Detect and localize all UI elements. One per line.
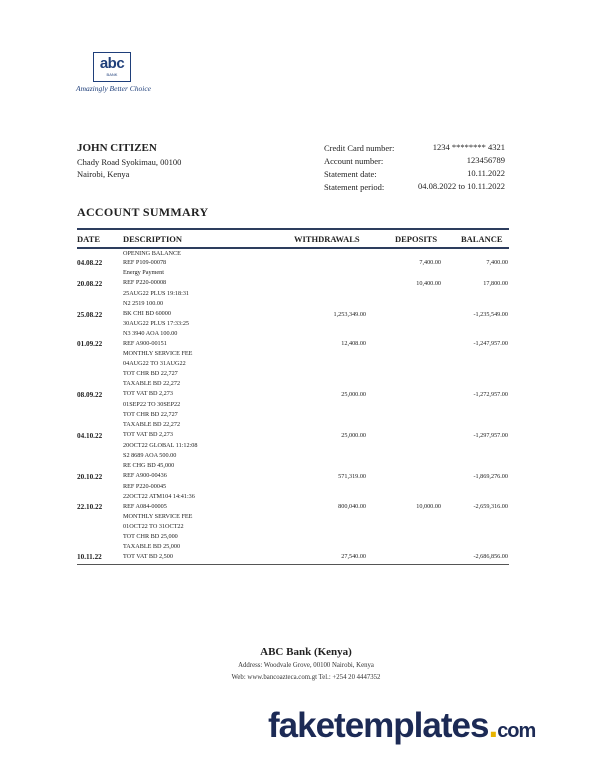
tx-deposit: 10,400.00	[416, 280, 441, 287]
tx-desc-line: N3 3940 AOA 100.00	[123, 330, 178, 337]
customer-address-1: Chady Road Syokimau, 00100	[77, 157, 182, 167]
tx-withdrawal: 800,040.00	[338, 503, 366, 510]
tx-desc-line: REF A084-00005	[123, 503, 167, 510]
tx-desc-line: MONTHLY SERVICE FEE	[123, 350, 193, 357]
tx-desc-line: 04AUG22 TO 31AUG22	[123, 360, 186, 367]
tx-desc-line: TAXABLE BD 25,000	[123, 543, 181, 550]
info-value-account: 123456789	[466, 155, 505, 165]
tx-desc-line: TOT VAT BD 2,273	[123, 390, 173, 397]
tx-deposit: 7,400.00	[419, 259, 441, 266]
info-label-date: Statement date:	[324, 169, 377, 179]
tx-balance: -1,272,957.00	[473, 391, 508, 398]
tx-desc-line: BK CHI BD 60000	[123, 310, 171, 317]
tx-desc-line: 01SEP22 TO 30SEP22	[123, 401, 181, 408]
tx-date: 20.10.22	[77, 473, 103, 481]
watermark	[268, 706, 535, 746]
tx-desc-line: REF P109-00078	[123, 259, 167, 266]
info-value-card: 1234 ******** 4321	[432, 142, 505, 152]
tx-date: 22.10.22	[77, 503, 103, 511]
bank-logo-text: abc	[99, 55, 125, 72]
col-header-description: DESCRIPTION	[123, 234, 183, 244]
col-header-balance: BALANCE	[461, 234, 503, 244]
info-value-date: 10.11.2022	[467, 168, 505, 178]
info-label-period: Statement period:	[324, 182, 385, 192]
tx-desc-line: TOT CHR BD 22,727	[123, 411, 178, 418]
tx-desc-line: 01OCT22 TO 31OCT22	[123, 523, 184, 530]
tx-desc-line: REF P220-00045	[123, 483, 167, 490]
tx-desc-line: REF A900-00436	[123, 472, 167, 479]
tx-desc-line: TAXABLE BD 22,272	[123, 421, 181, 428]
footer-web: Web: www.bancoazteca.com.gt Tel.: +254 20 4447352	[231, 674, 381, 681]
info-label-account: Account number:	[324, 156, 384, 166]
footer-bank-name: ABC Bank (Kenya)	[260, 646, 352, 658]
tx-balance: 17,800.00	[483, 280, 508, 287]
tx-date: 01.09.22	[77, 340, 103, 348]
tx-desc-line: 22OCT22 ATM104 14:41:36	[123, 493, 195, 500]
summary-title: ACCOUNT SUMMARY	[77, 205, 209, 219]
tx-desc-line: TOT CHR BD 25,000	[123, 533, 178, 540]
tx-balance: -1,235,549.00	[473, 311, 508, 318]
tx-balance: -2,659,316.00	[473, 503, 508, 510]
tx-desc-line: S2 8689 AOA 500.00	[123, 452, 177, 459]
table-bottom-rule	[77, 564, 509, 565]
tx-desc-line: N2 2519 100.00	[123, 300, 164, 307]
tx-withdrawal: 12,408.00	[341, 340, 366, 347]
tx-date: 04.08.22	[77, 259, 103, 267]
tx-date: 04.10.22	[77, 432, 103, 440]
table-header-rule	[77, 247, 509, 249]
table-top-rule	[77, 228, 509, 230]
info-value-period: 04.08.2022 to 10.11.2022	[417, 181, 505, 191]
bank-logo-sub: BANK	[106, 72, 118, 77]
customer-address-2: Nairobi, Kenya	[77, 169, 130, 179]
tx-balance: -1,297,957.00	[473, 432, 508, 439]
tx-balance: -1,247,957.00	[473, 340, 508, 347]
tx-date: 20.08.22	[77, 280, 103, 288]
watermark-dot: .	[488, 706, 498, 745]
tx-desc-line: REF P220-00008	[123, 279, 167, 286]
tx-desc-line: TOT CHR BD 22,727	[123, 370, 178, 377]
info-label-card: Credit Card number:	[324, 143, 395, 153]
tx-desc-line: MONTHLY SERVICE FEE	[123, 513, 193, 520]
tx-desc-line: OPENING BALANCE	[123, 250, 181, 257]
tx-desc-line: Energy Payment	[123, 269, 164, 276]
tx-date: 10.11.22	[77, 553, 102, 561]
bank-tagline: Amazingly Better Choice	[76, 84, 151, 93]
tx-desc-line: RE CHG BD 45,000	[123, 462, 175, 469]
tx-date: 08.09.22	[77, 391, 103, 399]
watermark-main: faketemplates	[268, 706, 489, 745]
footer-address: Address: Woodvale Grove, 00100 Nairobi, Kenya	[238, 662, 374, 669]
tx-date: 25.08.22	[77, 311, 103, 319]
tx-desc-line: 25AUG22 PLUS 19:18:31	[123, 290, 190, 297]
watermark-tld: com	[497, 720, 536, 742]
tx-desc-line: REF A900-00151	[123, 340, 167, 347]
tx-desc-line: TOT VAT BD 2,273	[123, 431, 173, 438]
tx-desc-line: 20OCT22 GLOBAL 11:12:08	[123, 442, 198, 449]
tx-withdrawal: 1,253,349.00	[333, 311, 366, 318]
col-header-deposits: DEPOSITS	[395, 234, 438, 244]
tx-withdrawal: 25,000.00	[341, 432, 366, 439]
tx-withdrawal: 27,540.00	[341, 553, 366, 560]
tx-balance: 7,400.00	[486, 259, 508, 266]
col-header-withdrawals: WITHDRAWALS	[294, 234, 360, 244]
tx-balance: -2,686,856.00	[473, 553, 508, 560]
tx-desc-line: TAXABLE BD 22,272	[123, 380, 181, 387]
tx-desc-line: TOT VAT BD 2,500	[123, 553, 173, 560]
tx-balance: -1,869,276.00	[473, 473, 508, 480]
tx-withdrawal: 571,319.00	[338, 473, 366, 480]
col-header-date: DATE	[77, 234, 100, 244]
tx-withdrawal: 25,000.00	[341, 391, 366, 398]
customer-name: JOHN CITIZEN	[77, 142, 157, 154]
tx-desc-line: 30AUG22 PLUS 17:33:25	[123, 320, 190, 327]
tx-deposit: 10,000.00	[416, 503, 441, 510]
